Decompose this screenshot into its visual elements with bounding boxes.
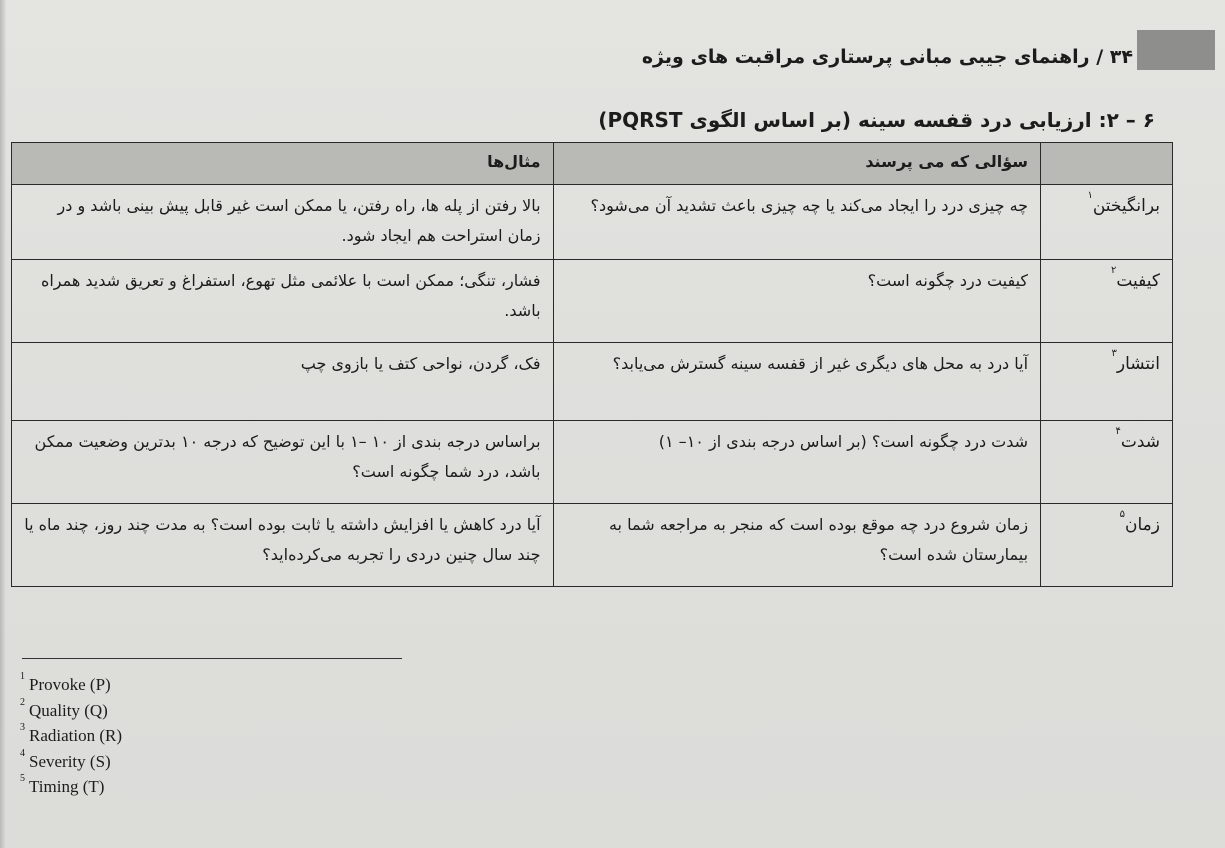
footnote-item [20, 749, 122, 775]
footnote-number: 3 [20, 722, 25, 733]
footnote-item [20, 723, 122, 749]
row-term: برانگیختن [1092, 196, 1160, 216]
row-examples: بالا رفتن از پله ها، راه رفتن، یا ممکن است غیر قابل پیش بینی باشد و در زمان استراحت هم ایجاد شود. [12, 185, 554, 260]
footnote-text: Timing (T) [29, 777, 105, 796]
table-row [12, 260, 1173, 343]
row-examples: براساس درجه بندی از ۱۰ –۱ با این توضیح که درجه ۱۰ بدترین وضعیت ممکن باشد، درد شما چگونه است؟ [12, 421, 554, 504]
page-header-tab [1137, 30, 1215, 70]
row-term-cell [1041, 421, 1173, 504]
footnotes [20, 672, 122, 800]
footnote-item [20, 698, 122, 724]
header-question: سؤالی که می پرسند [553, 143, 1041, 185]
row-examples: آیا درد کاهش یا افزایش داشته یا ثابت بوده است؟ به مدت چند روز، چند ماه یا چند سال چنین دردی را تجربه می‌کرده‌اید؟ [12, 504, 554, 587]
footnote-text: Provoke (P) [29, 675, 111, 694]
section-title: ۶ – ۲: ارزیابی درد قفسه سینه (بر اساس الگوی PQRST) [598, 108, 1155, 132]
row-examples: فک، گردن، نواحی کتف یا بازوی چپ [12, 343, 554, 421]
footnote-number: 1 [20, 671, 25, 682]
footnote-text: Severity (S) [29, 751, 111, 771]
row-term: انتشار [1116, 354, 1160, 374]
footnote-item [20, 672, 122, 698]
row-question: کیفیت درد چگونه است؟ [553, 260, 1041, 343]
table-row [12, 421, 1173, 504]
footnote-text: Radiation (R) [29, 726, 123, 745]
footnote-text: Quality (Q) [29, 700, 108, 720]
footnote-marker: ۲ [1110, 265, 1117, 276]
header-examples: مثال‌ها [12, 143, 554, 185]
footnote-marker: ۳ [1111, 348, 1117, 359]
row-term-cell [1041, 504, 1173, 587]
row-question: شدت درد چگونه است؟ (بر اساس درجه بندی از ۱۰– ۱) [553, 421, 1041, 504]
row-term: کیفیت [1116, 271, 1160, 291]
footnote-marker: ۱ [1087, 190, 1093, 201]
row-term-cell [1041, 185, 1173, 260]
page-binding-edge [0, 0, 6, 848]
footnote-marker: ۵ [1119, 509, 1126, 520]
pqrst-table [11, 142, 1173, 587]
row-examples: فشار، تنگی؛ ممکن است با علائمی مثل تهوع، استفراغ و تعریق شدید همراه باشد. [12, 260, 554, 343]
table-row [12, 504, 1173, 587]
footnote-marker: ۴ [1115, 426, 1121, 437]
table-row [12, 185, 1173, 260]
row-question: آیا درد به محل های دیگری غیر از قفسه سینه گسترش می‌یابد؟ [553, 343, 1041, 421]
footnote-number: 5 [20, 773, 25, 784]
row-term-cell [1041, 260, 1173, 343]
row-term: زمان [1125, 515, 1160, 535]
footnote-number: 4 [20, 747, 25, 759]
header-term [1041, 143, 1173, 185]
footnote-item [20, 774, 122, 800]
row-question: زمان شروع درد چه موقع بوده است که منجر به مراجعه شما به بیمارستان شده است؟ [553, 504, 1041, 587]
running-head: ۳۴ / راهنمای جیبی مبانی پرستاری مراقبت های ویژه [641, 46, 1133, 68]
footnote-divider [22, 658, 402, 659]
footnote-number: 2 [20, 696, 25, 708]
row-question: چه چیزی درد را ایجاد می‌کند یا چه چیزی باعث تشدید آن می‌شود؟ [553, 185, 1041, 260]
row-term-cell [1041, 343, 1173, 421]
row-term: شدت [1120, 432, 1160, 452]
table-row [12, 343, 1173, 421]
table-header-row [12, 143, 1173, 185]
